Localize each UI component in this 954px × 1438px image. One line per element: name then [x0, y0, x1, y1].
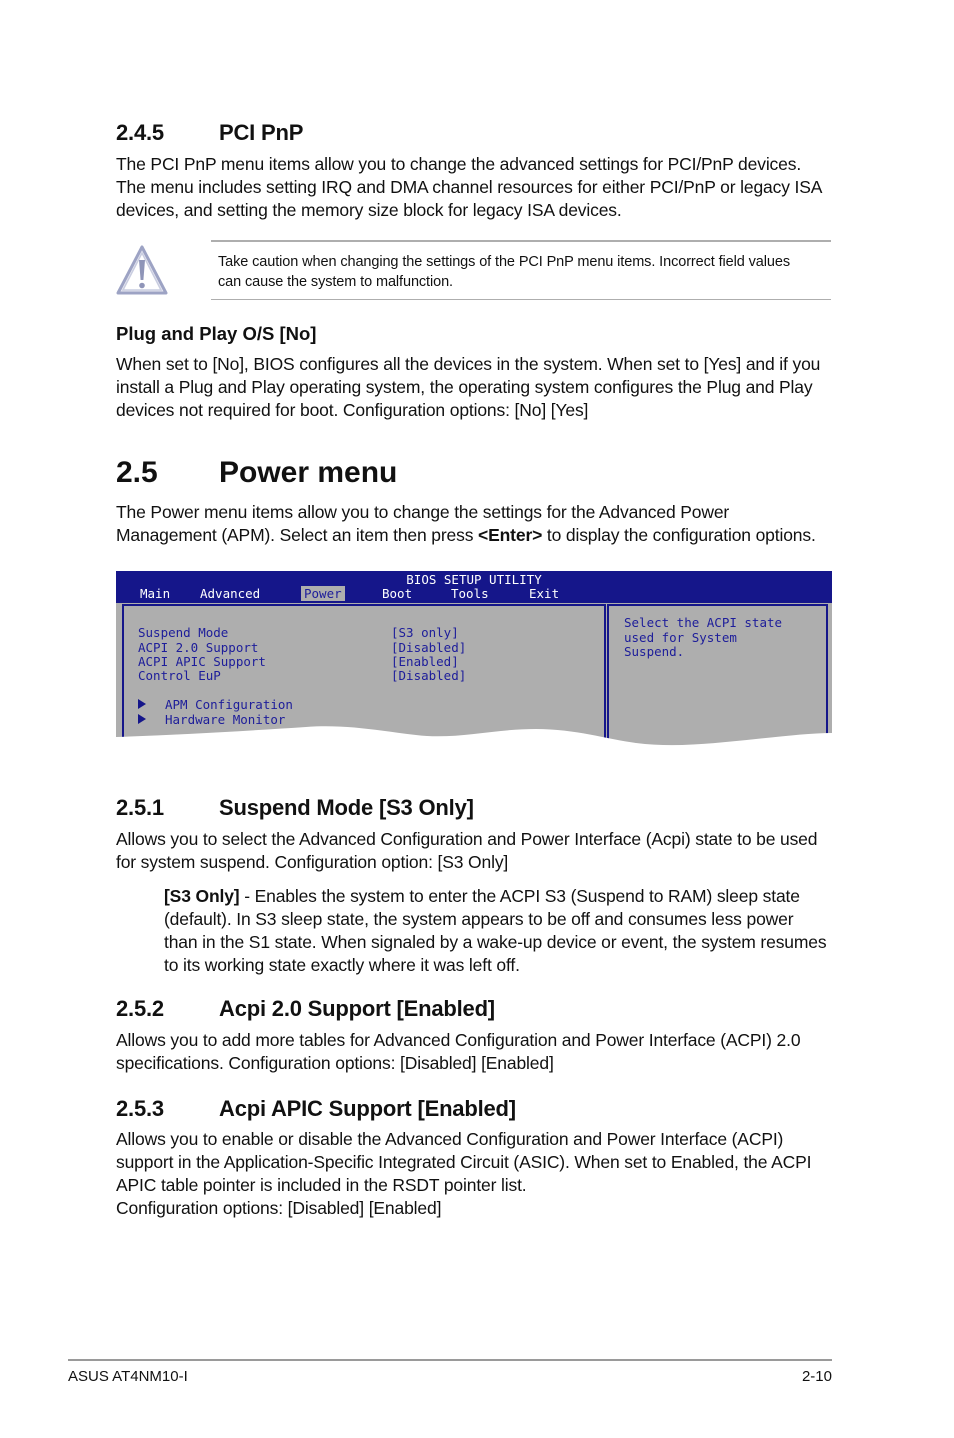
bios-help-panel-top: [607, 604, 828, 606]
submenu-arrow-icon: [138, 699, 146, 709]
bios-menu-power[interactable]: Power: [301, 586, 345, 601]
text-line: specifications. Configuration options: [Disabled] [Enabled]: [116, 1053, 554, 1073]
acpi-apic-paragraph: [116, 1128, 832, 1220]
section-number: 2.5.2: [116, 996, 164, 1021]
bios-main-panel-top: [122, 604, 604, 606]
text-run: to display the configuration options.: [542, 525, 816, 545]
text-line: The menu includes setting IRQ and DMA channel resources for either PCI/PnP or legacy ISA: [116, 177, 823, 197]
section-number: 2.4.5: [116, 120, 164, 145]
note-top-rule: [211, 240, 831, 242]
text-line: Allows you to enable or disable the Advanced Configuration and Power Interface (ACPI): [116, 1129, 784, 1149]
bios-screenshot: [116, 571, 832, 763]
bios-menu-main[interactable]: Main: [140, 586, 171, 601]
acpi-2-paragraph: [116, 1029, 832, 1075]
bios-help-line: Suspend.: [624, 644, 685, 659]
bios-value-acpi-2-support[interactable]: [Disabled]: [391, 640, 467, 655]
section-number: 2.5.3: [116, 1096, 164, 1121]
text-line: for system suspend. Configuration option: [S3 Only]: [116, 852, 509, 872]
pci-pnp-paragraph: [116, 153, 832, 222]
section-heading-2-4-5: [116, 120, 816, 148]
text-line: install a Plug and Play operating system, the operating system configures the Plug and Play: [116, 377, 813, 397]
bios-item-suspend-mode[interactable]: Suspend Mode: [138, 625, 229, 640]
option-name: [S3 Only]: [164, 886, 240, 906]
text-line: The PCI PnP menu items allow you to change the advanced settings for PCI/PnP devices.: [116, 154, 802, 174]
bios-menu-exit[interactable]: Exit: [529, 586, 560, 601]
text-line: than in the S1 state. When signaled by a wake-up device or event, the system resumes: [164, 932, 827, 952]
suspend-mode-paragraph: [116, 828, 832, 874]
bios-menu-boot[interactable]: Boot: [382, 586, 413, 601]
text-line: When set to [No], BIOS configures all the devices in the system. When set to [Yes] and if you: [116, 354, 821, 374]
section-heading-2-5-2: [116, 996, 816, 1024]
text-line: [164, 885, 832, 908]
section-title: Suspend Mode [S3 Only]: [219, 795, 474, 820]
text-line: devices, and setting the memory size block for legacy ISA devices.: [116, 200, 622, 220]
text-line: [116, 524, 832, 547]
text-line: Take caution when changing the settings of the PCI PnP menu items. Incorrect field values: [218, 254, 790, 270]
section-title: Acpi 2.0 Support [Enabled]: [219, 996, 495, 1021]
text-line: devices not required for boot. Configuration options: [No] [Yes]: [116, 400, 589, 420]
bios-item-acpi-2-support[interactable]: ACPI 2.0 Support: [138, 640, 259, 655]
section-heading-2-5: [116, 456, 816, 492]
text-run: Management (APM). Select an item then press: [116, 525, 479, 545]
bios-menu-advanced[interactable]: Advanced: [200, 586, 261, 601]
s3-only-option-description: [164, 885, 832, 977]
footer-page-number: 2-10: [801, 1368, 832, 1385]
bios-help-line: used for System: [624, 630, 737, 645]
bios-item-control-eup[interactable]: Control EuP: [138, 668, 221, 683]
section-title: Acpi APIC Support [Enabled]: [219, 1096, 516, 1121]
bios-title: BIOS SETUP UTILITY: [406, 572, 542, 587]
enter-key-text: <Enter>: [478, 525, 543, 545]
bios-value-acpi-apic-support[interactable]: [Enabled]: [391, 654, 459, 669]
bios-menu-tools[interactable]: Tools: [451, 586, 489, 601]
footer-product-name: ASUS AT4NM10-I: [68, 1368, 188, 1385]
bios-item-acpi-apic-support[interactable]: ACPI APIC Support: [138, 654, 266, 669]
section-number: 2.5: [116, 456, 158, 489]
bios-value-control-eup[interactable]: [Disabled]: [391, 668, 467, 683]
section-heading-2-5-3: [116, 1096, 816, 1124]
text-line: (default). In S3 sleep state, the system appears to be off and consumes less power: [164, 909, 794, 929]
bios-submenu-hardware-monitor[interactable]: Hardware Monitor: [165, 712, 286, 727]
torn-edge: [116, 721, 832, 763]
text-line: support in the Application-Specific Integrated Circuit (ASIC). When set to Enabled, the ACPI: [116, 1152, 812, 1172]
bios-help-line: Select the ACPI state: [624, 615, 783, 630]
text-line: The Power menu items allow you to change the settings for the Advanced Power: [116, 502, 730, 522]
note-bottom-rule: [211, 299, 831, 300]
text-line: to its working state exactly where it was left off.: [164, 955, 520, 975]
section-title: Power menu: [219, 456, 398, 489]
text-line: can cause the system to malfunction.: [218, 274, 453, 290]
section-heading-2-5-1: [116, 795, 816, 823]
warning-triangle-icon: [114, 243, 170, 297]
text-line: Configuration options: [Disabled] [Enabled]: [116, 1198, 442, 1218]
caution-text: [218, 252, 830, 292]
footer-rule: [68, 1359, 832, 1361]
plug-and-play-paragraph: [116, 353, 832, 422]
section-number: 2.5.1: [116, 795, 164, 820]
text-line: Allows you to add more tables for Advanced Configuration and Power Interface (ACPI) 2.0: [116, 1030, 801, 1050]
text-run: - Enables the system to enter the ACPI S3 (Suspend to RAM) sleep state: [239, 886, 800, 906]
text-line: Allows you to select the Advanced Configuration and Power Interface (Acpi) state to be used: [116, 829, 818, 849]
subheading-plug-and-play: Plug and Play O/S [No]: [116, 323, 317, 344]
text-line: APIC table pointer is included in the RSDT pointer list.: [116, 1175, 527, 1195]
bios-value-suspend-mode[interactable]: [S3 only]: [391, 625, 459, 640]
bios-submenu-apm-configuration[interactable]: APM Configuration: [165, 697, 293, 712]
power-menu-paragraph: [116, 501, 832, 547]
section-title: PCI PnP: [219, 120, 304, 145]
